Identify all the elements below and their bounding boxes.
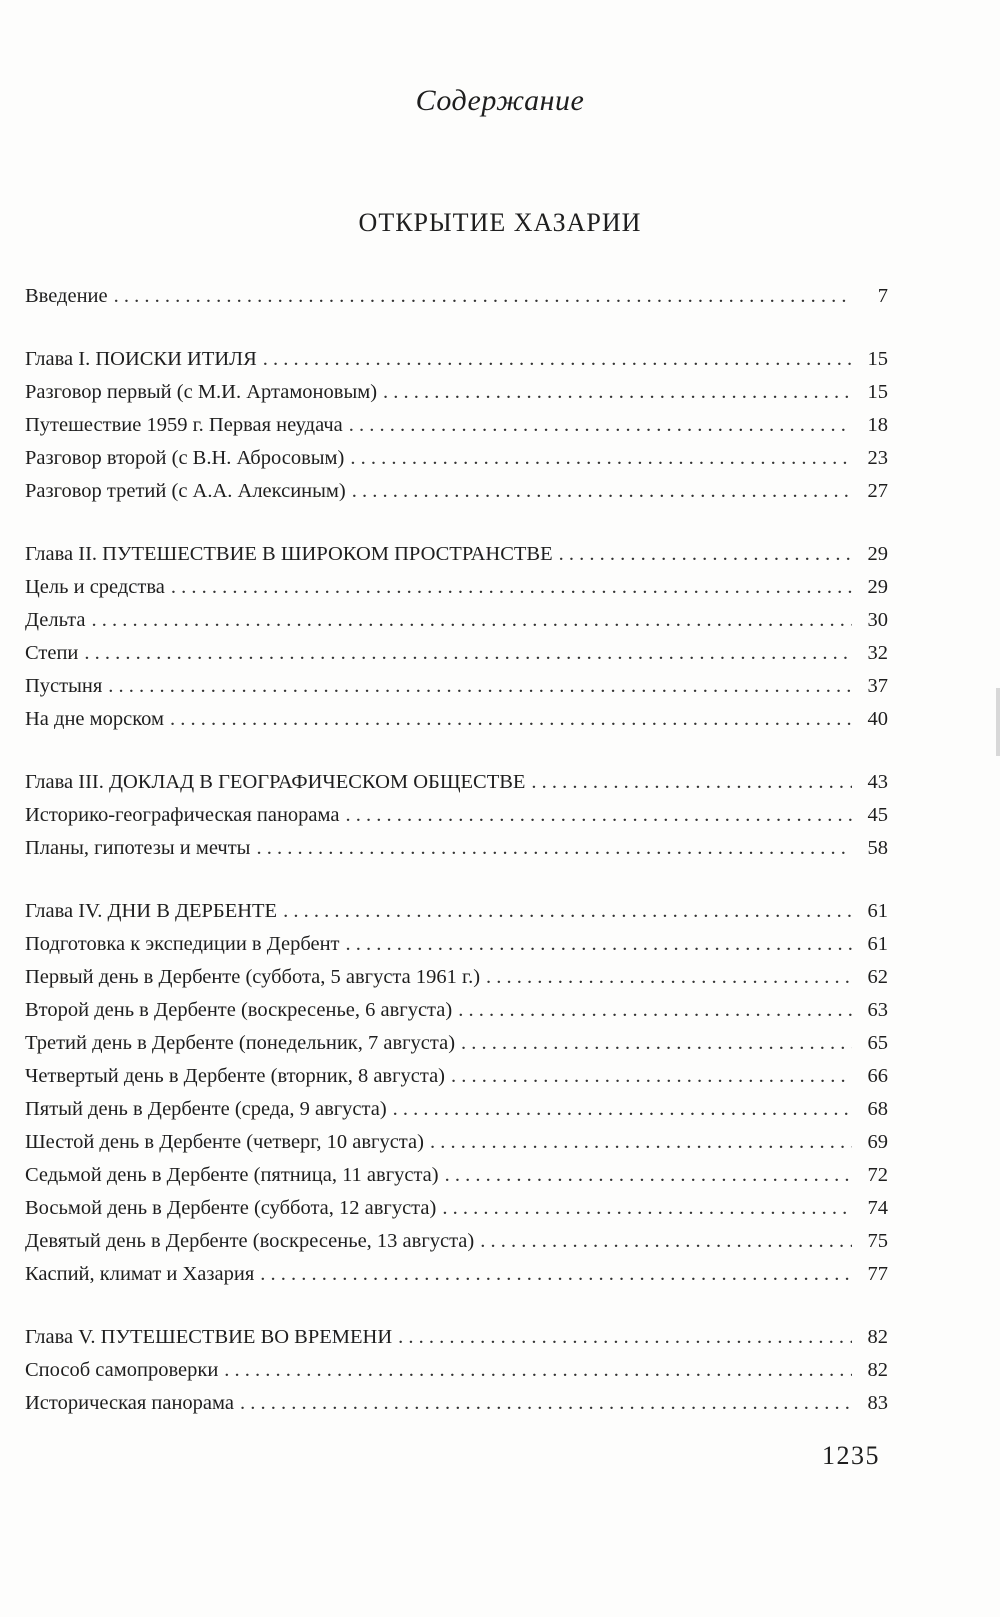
dot-leader [393,1093,852,1126]
dot-leader [224,1354,852,1387]
dot-leader [346,928,852,961]
toc-chapter-entry[interactable] [25,895,888,928]
toc-entry-label: На дне морском [25,708,164,730]
dot-leader [349,409,852,442]
toc-entry-page: 45 [867,804,888,826]
dot-leader [430,1126,852,1159]
toc-entry-label: Первый день в Дербенте (суббота, 5 августа 1961 г.) [25,966,481,988]
toc-entry-page: 43 [867,771,888,793]
dot-leader [486,961,852,994]
toc-entry[interactable] [25,1126,888,1159]
toc-entry[interactable] [25,604,888,637]
toc-entry-page: 30 [867,609,888,631]
toc-entry-label: Историческая панорама [25,1392,234,1414]
toc-entry-label: Цель и средства [25,576,165,598]
toc-entry-label: Пятый день в Дербенте (среда, 9 августа) [25,1098,387,1120]
toc-entry-page: 66 [867,1065,888,1087]
toc-group [25,280,888,313]
toc-entry-label: Способ самопроверки [25,1359,219,1381]
toc-entry-page: 61 [867,900,888,922]
dot-leader [458,994,852,1027]
toc-entry-page: 18 [867,414,888,436]
toc-entry-label: Восьмой день в Дербенте (суббота, 12 августа) [25,1197,437,1219]
toc-group [25,538,888,736]
toc-entry[interactable] [25,1387,888,1420]
toc-entry[interactable] [25,1159,888,1192]
toc-entry-label: Глава V. ПУТЕШЕСТВИЕ ВО ВРЕМЕНИ [25,1326,393,1348]
dot-leader [383,376,852,409]
dot-leader [240,1387,852,1420]
toc-entry[interactable] [25,994,888,1027]
toc-entry-page: 74 [867,1197,888,1219]
toc-entry-label: Историко-географическая панорама [25,804,340,826]
toc-entry[interactable] [25,1027,888,1060]
page-number: 1235 [822,1441,880,1470]
toc-chapter-entry[interactable] [25,538,888,571]
toc-entry-page: 65 [867,1032,888,1054]
toc-entry[interactable] [25,475,888,508]
toc-group [25,766,888,865]
toc-entry-label: Подготовка к экспедиции в Дербент [25,933,340,955]
dot-leader [283,895,852,928]
toc-entry-page: 23 [867,447,888,469]
toc-entry-label: Путешествие 1959 г. Первая неудача [25,414,343,436]
toc-entry-page: 77 [867,1263,888,1285]
dot-leader [114,280,852,313]
toc-entry-page: 29 [867,576,888,598]
toc-entry-page: 68 [867,1098,888,1120]
dot-leader [256,832,852,865]
toc-entry-page: 58 [867,837,888,859]
dot-leader [461,1027,852,1060]
toc-entry-page: 37 [867,675,888,697]
toc-entry-page: 15 [867,381,888,403]
toc-entry-page: 82 [867,1359,888,1381]
dot-leader [108,670,852,703]
toc-entry-label: Планы, гипотезы и мечты [25,837,251,859]
toc-entry-label: Девятый день в Дербенте (воскресенье, 13 августа) [25,1230,475,1252]
toc-entry-page: 40 [867,708,888,730]
part-title: ОТКРЫТИЕ ХАЗАРИИ [358,208,642,237]
toc-entry-page: 62 [867,966,888,988]
toc-entry-label: Степи [25,642,79,664]
toc-chapter-entry[interactable] [25,343,888,376]
toc-entry-page: 63 [867,999,888,1021]
toc-entry-page: 69 [867,1131,888,1153]
toc-entry-label: Третий день в Дербенте (понедельник, 7 августа) [25,1032,456,1054]
toc-entry[interactable] [25,376,888,409]
dot-leader [352,475,852,508]
dot-leader [350,442,852,475]
toc-entry[interactable] [25,1225,888,1258]
table-of-contents [25,280,888,1450]
toc-entry-page: 83 [867,1392,888,1414]
dot-leader [531,766,852,799]
toc-entry-label: Второй день в Дербенте (воскресенье, 6 августа) [25,999,453,1021]
toc-entry-label: Разговор второй (с В.Н. Абросовым) [25,447,345,469]
toc-entry-page: 32 [867,642,888,664]
dot-leader [84,637,852,670]
page-title: Содержание [415,84,585,117]
toc-entry-label: Глава I. ПОИСКИ ИТИЛЯ [25,348,257,370]
dot-leader [171,571,852,604]
toc-entry[interactable] [25,1258,888,1291]
dot-leader [91,604,852,637]
toc-entry[interactable] [25,409,888,442]
toc-entry-label: Глава III. ДОКЛАД В ГЕОГРАФИЧЕСКОМ ОБЩЕСТВЕ [25,771,526,793]
toc-entry-label: Четвертый день в Дербенте (вторник, 8 августа) [25,1065,445,1087]
dot-leader [170,703,852,736]
toc-entry-label: Введение [25,285,108,307]
toc-entry[interactable] [25,442,888,475]
toc-entry-page: 15 [867,348,888,370]
toc-entry-label: Пустыня [25,675,103,697]
toc-entry-label: Каспий, климат и Хазария [25,1263,255,1285]
toc-entry-page: 82 [867,1326,888,1348]
toc-entry-page: 27 [867,480,888,502]
dot-leader [260,1258,852,1291]
toc-entry-page: 29 [867,543,888,565]
toc-entry[interactable] [25,703,888,736]
toc-entry-label: Глава IV. ДНИ В ДЕРБЕНТЕ [25,900,278,922]
toc-chapter-entry[interactable] [25,766,888,799]
dot-leader [442,1192,852,1225]
toc-entry-label: Глава II. ПУТЕШЕСТВИЕ В ШИРОКОМ ПРОСТРАНСТВЕ [25,543,553,565]
dot-leader [345,799,852,832]
toc-entry-page: 61 [867,933,888,955]
toc-entry[interactable] [25,832,888,865]
toc-entry-label: Седьмой день в Дербенте (пятница, 11 августа) [25,1164,439,1186]
toc-entry[interactable] [25,1354,888,1387]
dot-leader [451,1060,852,1093]
toc-entry[interactable] [25,571,888,604]
toc-entry[interactable] [25,1093,888,1126]
dot-leader [263,343,852,376]
toc-entry-page: 75 [867,1230,888,1252]
toc-entry-label: Разговор третий (с А.А. Алексиным) [25,480,346,502]
dot-leader [398,1321,852,1354]
toc-entry-label: Дельта [25,609,86,631]
toc-entry-page: 72 [867,1164,888,1186]
toc-group [25,895,888,1291]
toc-entry[interactable] [25,670,888,703]
dot-leader [445,1159,852,1192]
toc-entry[interactable] [25,280,888,313]
dot-leader [559,538,852,571]
toc-entry[interactable] [25,928,888,961]
toc-entry-label: Разговор первый (с М.И. Артамоновым) [25,381,378,403]
toc-entry[interactable] [25,961,888,994]
toc-group [25,343,888,508]
toc-entry[interactable] [25,1192,888,1225]
toc-entry-label: Шестой день в Дербенте (четверг, 10 августа) [25,1131,424,1153]
toc-chapter-entry[interactable] [25,1321,888,1354]
toc-entry[interactable] [25,637,888,670]
page-edge-mark [996,688,1000,756]
toc-entry[interactable] [25,799,888,832]
toc-entry-page: 7 [877,285,888,307]
toc-group [25,1321,888,1420]
toc-entry[interactable] [25,1060,888,1093]
dot-leader [480,1225,852,1258]
